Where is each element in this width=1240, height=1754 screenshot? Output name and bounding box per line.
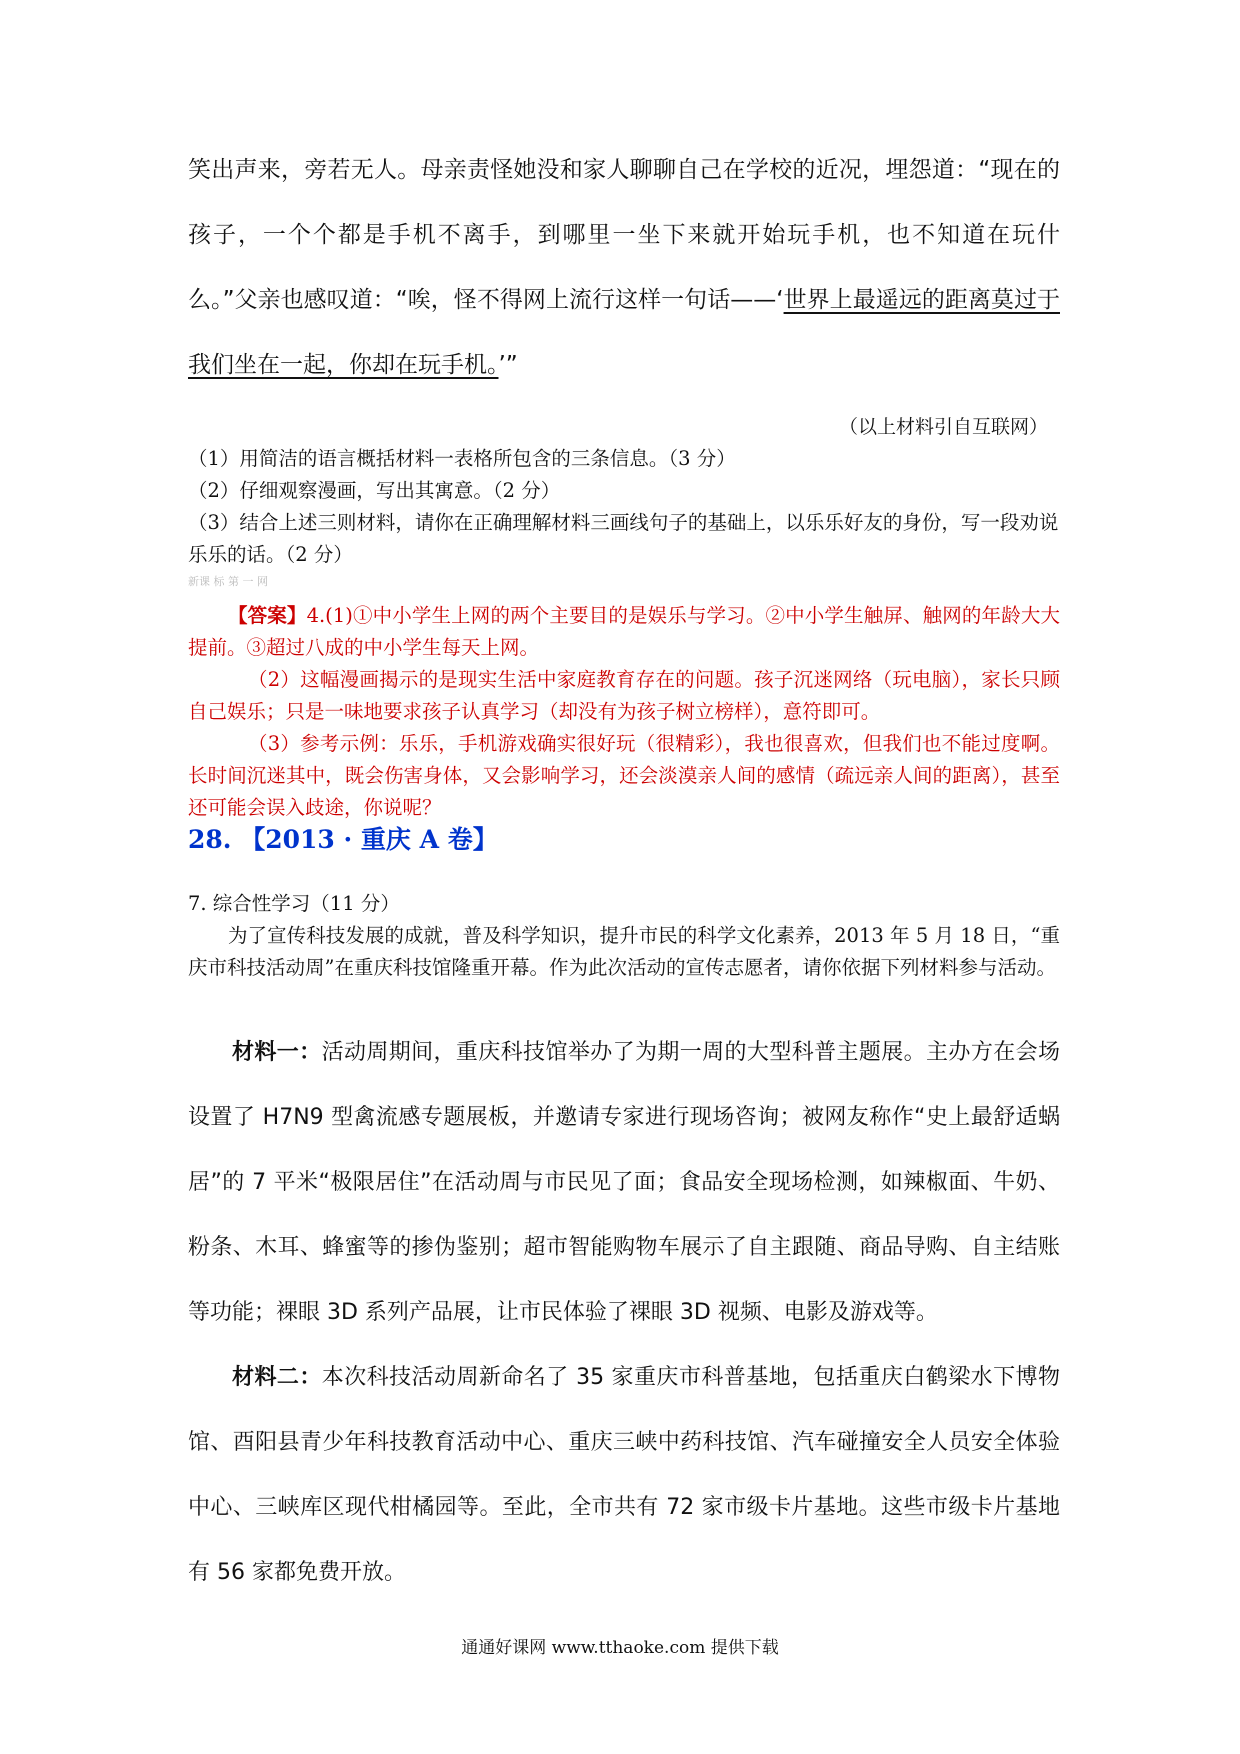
material-one-paragraph	[188, 1020, 1060, 1345]
task-title: 7. 综合性学习（11 分）	[188, 892, 400, 915]
material-two-paragraph	[188, 1345, 1060, 1605]
section-heading-block	[188, 822, 1060, 858]
task-intro: 为了宣传科技发展的成就，普及科学知识，提升市民的科学文化素养，2013 年 5 月 18 日，“重庆市科技活动周”在重庆科技馆隆重开幕。作为此次活动的宣传志愿者，请你依据下列材料参与活动。	[188, 924, 1060, 979]
answer-paragraph-3: （3）参考示例：乐乐，手机游戏确实很好玩（很精彩），我也很喜欢，但我们也不能过度啊。长时间沉迷其中，既会伤害身体，又会影响学习，还会淡漠亲人间的感情（疏远亲人间的距离），甚至还可能会误入歧途，你说呢？	[188, 732, 1060, 819]
source-note: （以上材料引自互联网）	[838, 416, 1048, 438]
material-two-text: 本次科技活动周新命名了 35 家重庆市科普基地，包括重庆白鹤梁水下博物馆、酉阳县青少年科技教育活动中心、重庆三峡中药科技馆、汽车碰撞安全人员安全体验中心、三峡库区现代柑橘园等。至此，全市共有 72 家市级卡片基地。这些市级卡片基地有 56 家都免费开放。	[188, 1365, 1060, 1585]
answer-paragraph-2: （2）这幅漫画揭示的是现实生活中家庭教育存在的问题。孩子沉迷网络（玩电脑），家长只顾自己娱乐；只是一味地要求孩子认真学习（却没有为孩子树立榜样），意符即可。	[188, 668, 1060, 723]
page-footer: 通通好课网 www.tthaoke.com 提供下载	[461, 1638, 779, 1658]
material-two-label: 材料二：	[232, 1365, 322, 1390]
question-3: （3）结合上述三则材料，请你在正确理解材料三画线句子的基础上，以乐乐好友的身份，写一段劝说乐乐的话。（2 分）	[188, 511, 1059, 566]
answer-text-1: 4.(1)①中小学生上网的两个主要目的是娱乐与学习。②中小学生触屏、触网的年龄大大提前。③超过八成的中小学生每天上网。	[188, 604, 1060, 659]
intro-paragraph	[188, 138, 1060, 398]
task-block	[188, 888, 1060, 984]
material-one-label: 材料一：	[232, 1040, 322, 1065]
quote-open: ‘	[776, 287, 784, 313]
watermark-text: 新课 标 第 一 网	[188, 575, 268, 588]
answer-block	[188, 600, 1060, 824]
question-2: （2）仔细观察漫画，写出其寓意。（2 分）	[188, 479, 561, 502]
intro-passage	[188, 138, 1060, 398]
question-list	[188, 443, 1060, 589]
underlined-quote: 世界上最遥远的距离莫过于我们坐在一起，你却在玩手机。	[188, 287, 1060, 378]
material-one	[188, 1020, 1060, 1345]
answer-tag: 【答案】	[228, 604, 307, 627]
answer-paragraph-1	[188, 600, 1060, 664]
quote-close: ’”	[498, 352, 518, 378]
intro-text: 笑出声来，旁若无人。母亲责怪她没和家人聊聊自己在学校的近况，埋怨道：“现在的孩子，一个个都是手机不离手，到哪里一坐下来就开始玩手机，也不知道在玩什么。”父亲也感叹道：“唉，怪不得网上流行这样一句话——	[188, 157, 1060, 313]
material-two	[188, 1345, 1060, 1605]
material-one-text: 活动周期间，重庆科技馆举办了为期一周的大型科普主题展。主办方在会场设置了 H7N9 型禽流感专题展板，并邀请专家进行现场咨询；被网友称作“史上最舒适蜗居”的 7 平米“极限居住”在活动周与市民见了面；食品安全现场检测，如辣椒面、牛奶、粉条、木耳、蜂蜜等的掺伪鉴别；超市智能购物车展示了自主跟随、商品导购、自主结账等功能；裸眼 3D 系列产品展，让市民体验了裸眼 3D 视频、电影及游戏等。	[188, 1040, 1060, 1325]
question-1: （1）用简洁的语言概括材料一表格所包含的三条信息。（3 分）	[188, 447, 736, 470]
section-heading: 28. 【2013 · 重庆 A 卷】	[188, 825, 498, 854]
